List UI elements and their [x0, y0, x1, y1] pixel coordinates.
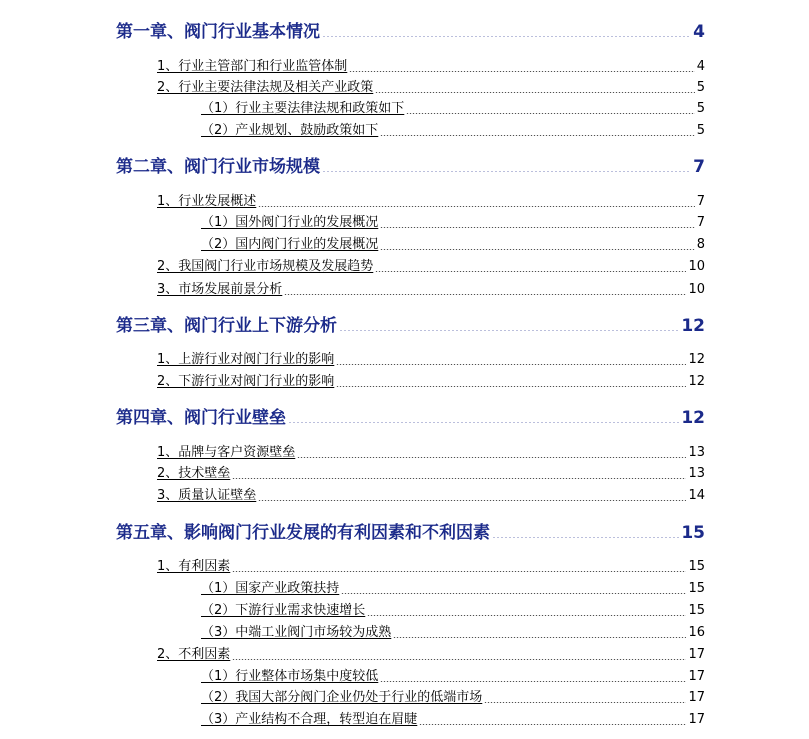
- dot-leader: [393, 637, 686, 638]
- toc-page-number: 13: [688, 445, 705, 460]
- toc-page-number: 15: [688, 603, 705, 618]
- toc-page-number: 12: [688, 352, 705, 367]
- toc-page-number: 12: [681, 408, 705, 428]
- dot-leader: [492, 537, 679, 538]
- toc-page-number: 15: [681, 523, 705, 543]
- toc-section[interactable]: [157, 445, 705, 461]
- toc-page-number: 4: [693, 22, 705, 42]
- toc-entry-title: 2、下游行业对阀门行业的影响: [157, 374, 335, 389]
- dot-leader: [339, 330, 679, 331]
- toc-subsection[interactable]: [201, 237, 705, 253]
- toc-entry-title: 3、质量认证壁垒: [157, 488, 257, 503]
- toc-page-number: 15: [688, 581, 705, 596]
- toc-page-number: 5: [696, 80, 705, 95]
- toc-entry-title: （2）下游行业需求快速增长: [201, 603, 366, 618]
- toc-entry-title: 2、技术壁垒: [157, 466, 231, 481]
- dot-leader: [322, 36, 691, 37]
- toc-entry-title: 1、行业发展概述: [157, 194, 257, 209]
- toc-page-number: 14: [688, 488, 705, 503]
- toc-subsection[interactable]: [201, 625, 705, 641]
- toc-section[interactable]: [157, 352, 705, 368]
- toc-page-number: 5: [696, 123, 705, 138]
- toc-entry-title: 1、上游行业对阀门行业的影响: [157, 352, 335, 367]
- toc-entry-title: 1、有利因素: [157, 559, 231, 574]
- toc-entry-title: 第四章、阀门行业壁垒: [116, 408, 286, 428]
- toc-entry-title: 2、不利因素: [157, 647, 231, 662]
- toc-section[interactable]: [157, 374, 705, 390]
- toc-chapter-4[interactable]: [116, 408, 705, 428]
- dot-leader: [375, 92, 694, 93]
- toc-chapter-3[interactable]: [116, 316, 705, 336]
- dot-leader: [322, 171, 691, 172]
- toc-page-number: 7: [696, 215, 705, 230]
- toc-section[interactable]: [157, 259, 705, 275]
- dot-leader: [380, 135, 694, 136]
- toc-entry-title: （2）我国大部分阀门企业仍处于行业的低端市场: [201, 690, 483, 705]
- toc-section[interactable]: [157, 59, 705, 75]
- toc-entry-title: 3、市场发展前景分析: [157, 282, 283, 297]
- toc-entry-title: （3）产业结构不合理，转型迫在眉睫: [201, 712, 418, 727]
- toc-page-number: 10: [688, 282, 705, 297]
- toc-page-number: 17: [688, 690, 705, 705]
- dot-leader: [258, 206, 694, 207]
- toc-page-number: 5: [696, 101, 705, 116]
- toc-chapter-1[interactable]: [116, 22, 705, 42]
- dot-leader: [406, 113, 694, 114]
- toc-subsection[interactable]: [201, 669, 705, 685]
- toc-entry-title: 1、品牌与客户资源壁垒: [157, 445, 296, 460]
- dot-leader: [419, 724, 686, 725]
- toc-page-number: 10: [688, 259, 705, 274]
- toc-entry-title: 第三章、阀门行业上下游分析: [116, 316, 337, 336]
- toc-entry-title: 第五章、影响阀门行业发展的有利因素和不利因素: [116, 523, 490, 543]
- toc-subsection[interactable]: [201, 690, 705, 706]
- toc-subsection[interactable]: [201, 603, 705, 619]
- toc-entry-title: （2）产业规划、鼓励政策如下: [201, 123, 379, 138]
- toc-entry-title: （1）行业整体市场集中度较低: [201, 669, 379, 684]
- toc-page-number: 12: [681, 316, 705, 336]
- toc-page-number: 17: [688, 669, 705, 684]
- toc-page-number: 4: [696, 59, 705, 74]
- toc-section[interactable]: [157, 194, 705, 210]
- dot-leader: [258, 500, 686, 501]
- toc-chapter-5[interactable]: [116, 523, 705, 543]
- toc-section[interactable]: [157, 282, 705, 298]
- toc-entry-title: （1）国外阀门行业的发展概况: [201, 215, 379, 230]
- dot-leader: [341, 593, 686, 594]
- toc-section[interactable]: [157, 80, 705, 96]
- dot-leader: [367, 615, 686, 616]
- dot-leader: [380, 227, 694, 228]
- dot-leader: [375, 271, 686, 272]
- dot-leader: [284, 294, 686, 295]
- toc-entry-title: （1）国家产业政策扶持: [201, 581, 340, 596]
- dot-leader: [232, 571, 686, 572]
- toc-section[interactable]: [157, 559, 705, 575]
- toc-chapter-2[interactable]: [116, 157, 705, 177]
- toc-subsection[interactable]: [201, 101, 705, 117]
- toc-entry-title: （2）国内阀门行业的发展概况: [201, 237, 379, 252]
- dot-leader: [232, 659, 686, 660]
- toc-subsection[interactable]: [201, 712, 705, 728]
- dot-leader: [484, 702, 686, 703]
- dot-leader: [232, 478, 686, 479]
- dot-leader: [380, 681, 686, 682]
- toc-entry-title: 1、行业主管部门和行业监管体制: [157, 59, 348, 74]
- dot-leader: [336, 364, 686, 365]
- toc-page-number: 12: [688, 374, 705, 389]
- dot-leader: [336, 386, 686, 387]
- toc-subsection[interactable]: [201, 123, 705, 139]
- toc-entry-title: 2、我国阀门行业市场规模及发展趋势: [157, 259, 374, 274]
- toc-page-number: 17: [688, 647, 705, 662]
- toc-section[interactable]: [157, 466, 705, 482]
- toc-section[interactable]: [157, 647, 705, 663]
- toc-entry-title: 第二章、阀门行业市场规模: [116, 157, 320, 177]
- toc-page-number: 16: [688, 625, 705, 640]
- toc-page-number: 7: [696, 194, 705, 209]
- dot-leader: [349, 71, 694, 72]
- toc-page-number: 17: [688, 712, 705, 727]
- toc-entry-title: （1）行业主要法律法规和政策如下: [201, 101, 405, 116]
- toc-entry-title: 第一章、阀门行业基本情况: [116, 22, 320, 42]
- toc-entry-title: （3）中端工业阀门市场较为成熟: [201, 625, 392, 640]
- toc-section[interactable]: [157, 488, 705, 504]
- dot-leader: [297, 457, 686, 458]
- toc-page-number: 13: [688, 466, 705, 481]
- toc-page-number: 7: [693, 157, 705, 177]
- toc-entry-title: 2、行业主要法律法规及相关产业政策: [157, 80, 374, 95]
- dot-leader: [380, 249, 694, 250]
- toc-subsection[interactable]: [201, 215, 705, 231]
- toc-page-number: 15: [688, 559, 705, 574]
- dot-leader: [288, 422, 679, 423]
- toc-subsection[interactable]: [201, 581, 705, 597]
- toc-page-number: 8: [696, 237, 705, 252]
